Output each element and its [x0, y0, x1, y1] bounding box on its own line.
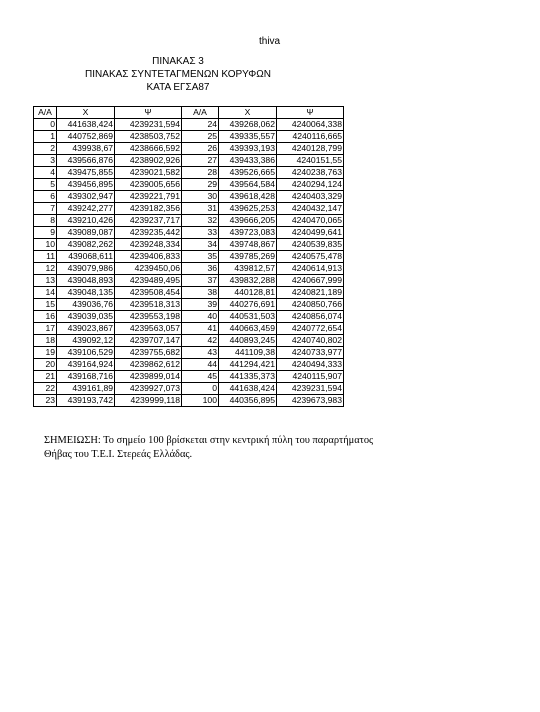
- cell-x-left: 439048,135: [57, 287, 115, 299]
- header-x-right: Χ: [219, 107, 277, 119]
- cell-y-right: 4240403,329: [277, 191, 344, 203]
- cell-aa-right: 100: [182, 395, 219, 407]
- cell-x-right: 439526,665: [219, 167, 277, 179]
- cell-aa-left: 3: [34, 155, 57, 167]
- table-row: [34, 251, 344, 263]
- cell-x-right: 439748,867: [219, 239, 277, 251]
- cell-x-right: 440356,895: [219, 395, 277, 407]
- coordinates-table: [33, 106, 344, 407]
- sheet-name: thiva: [259, 36, 281, 47]
- table-title: ΠΙΝΑΚΑΣ ΣΥΝΤΕΤΑΓΜΕΝΩΝ ΚΟΡΥΦΩΝ: [85, 69, 271, 80]
- cell-aa-right: 25: [182, 131, 219, 143]
- cell-aa-left: 15: [34, 299, 57, 311]
- table-row: [34, 227, 344, 239]
- cell-aa-right: 33: [182, 227, 219, 239]
- cell-y-left: 4239508,454: [115, 287, 182, 299]
- cell-aa-right: 31: [182, 203, 219, 215]
- header-y-right: Ψ: [277, 107, 344, 119]
- cell-aa-right: 42: [182, 335, 219, 347]
- table-row: [34, 167, 344, 179]
- cell-aa-right: 0: [182, 383, 219, 395]
- cell-x-left: 439089,087: [57, 227, 115, 239]
- cell-y-right: 4240499,641: [277, 227, 344, 239]
- cell-aa-left: 4: [34, 167, 57, 179]
- cell-y-right: 4240116,665: [277, 131, 344, 143]
- cell-x-right: 441335,373: [219, 371, 277, 383]
- cell-aa-left: 18: [34, 335, 57, 347]
- cell-y-left: 4239553,198: [115, 311, 182, 323]
- cell-y-right: 4240064,338: [277, 119, 344, 131]
- table-row: [34, 239, 344, 251]
- cell-aa-right: 44: [182, 359, 219, 371]
- cell-x-left: 439242,277: [57, 203, 115, 215]
- cell-y-left: 4239182,356: [115, 203, 182, 215]
- cell-y-left: 4239707,147: [115, 335, 182, 347]
- table-row: [34, 191, 344, 203]
- cell-aa-left: 23: [34, 395, 57, 407]
- cell-x-left: 439092,12: [57, 335, 115, 347]
- cell-x-left: 439161,89: [57, 383, 115, 395]
- cell-aa-right: 38: [182, 287, 219, 299]
- cell-x-right: 440893,245: [219, 335, 277, 347]
- table-number-title: ΠΙΝΑΚΑΣ 3: [152, 56, 204, 67]
- cell-aa-right: 27: [182, 155, 219, 167]
- cell-aa-right: 39: [182, 299, 219, 311]
- cell-x-right: 439812,57: [219, 263, 277, 275]
- cell-y-left: 4239021,582: [115, 167, 182, 179]
- cell-aa-right: 28: [182, 167, 219, 179]
- table-row: [34, 383, 344, 395]
- cell-y-left: 4239235,442: [115, 227, 182, 239]
- cell-y-left: 4238666,592: [115, 143, 182, 155]
- cell-aa-left: 12: [34, 263, 57, 275]
- cell-y-left: 4239999,118: [115, 395, 182, 407]
- cell-aa-right: 45: [182, 371, 219, 383]
- table-row: [34, 299, 344, 311]
- cell-y-right: 4240494,333: [277, 359, 344, 371]
- header-y-left: Ψ: [115, 107, 182, 119]
- cell-y-left: 4239005,656: [115, 179, 182, 191]
- table-row: [34, 311, 344, 323]
- cell-y-right: 4240740,802: [277, 335, 344, 347]
- cell-y-right: 4240539,835: [277, 239, 344, 251]
- table-row: [34, 215, 344, 227]
- cell-y-left: 4239406,833: [115, 251, 182, 263]
- cell-aa-right: 34: [182, 239, 219, 251]
- cell-y-left: 4239221,791: [115, 191, 182, 203]
- cell-aa-right: 26: [182, 143, 219, 155]
- cell-x-left: 441638,424: [57, 119, 115, 131]
- cell-aa-left: 11: [34, 251, 57, 263]
- cell-y-right: 4239231,594: [277, 383, 344, 395]
- header-aa-right: Α/Α: [182, 107, 219, 119]
- cell-aa-right: 29: [182, 179, 219, 191]
- cell-x-left: 439566,876: [57, 155, 115, 167]
- cell-aa-left: 0: [34, 119, 57, 131]
- cell-aa-right: 30: [182, 191, 219, 203]
- cell-x-left: 439106,529: [57, 347, 115, 359]
- table-row: [34, 275, 344, 287]
- cell-x-left: 439036,76: [57, 299, 115, 311]
- cell-aa-left: 8: [34, 215, 57, 227]
- cell-aa-right: 41: [182, 323, 219, 335]
- cell-y-left: 4239248,334: [115, 239, 182, 251]
- cell-y-right: 4240151,55: [277, 155, 344, 167]
- cell-x-right: 439832,288: [219, 275, 277, 287]
- cell-x-right: 440663,459: [219, 323, 277, 335]
- table-row: [34, 155, 344, 167]
- cell-y-left: 4239489,495: [115, 275, 182, 287]
- cell-aa-left: 2: [34, 143, 57, 155]
- cell-y-left: 4239862,612: [115, 359, 182, 371]
- cell-x-right: 439268,062: [219, 119, 277, 131]
- table-header-row: [34, 107, 344, 119]
- cell-x-right: 441109,38: [219, 347, 277, 359]
- table-row: [34, 119, 344, 131]
- table-row: [34, 263, 344, 275]
- cell-x-right: 439618,428: [219, 191, 277, 203]
- cell-x-right: 439335,557: [219, 131, 277, 143]
- cell-y-left: 4239237,717: [115, 215, 182, 227]
- cell-aa-right: 43: [182, 347, 219, 359]
- table-row: [34, 347, 344, 359]
- cell-x-left: 439938,67: [57, 143, 115, 155]
- table-subtitle: ΚΑΤΑ ΕΓΣΑ87: [146, 82, 210, 93]
- cell-y-right: 4240128,799: [277, 143, 344, 155]
- cell-aa-right: 36: [182, 263, 219, 275]
- cell-x-right: 440531,503: [219, 311, 277, 323]
- cell-x-left: 440752,869: [57, 131, 115, 143]
- cell-x-left: 439039,035: [57, 311, 115, 323]
- cell-x-right: 439723,083: [219, 227, 277, 239]
- table-row: [34, 179, 344, 191]
- header-x-left: Χ: [57, 107, 115, 119]
- cell-aa-right: 24: [182, 119, 219, 131]
- cell-aa-left: 1: [34, 131, 57, 143]
- cell-x-left: 439193,742: [57, 395, 115, 407]
- cell-aa-left: 16: [34, 311, 57, 323]
- cell-aa-right: 40: [182, 311, 219, 323]
- cell-x-left: 439168,716: [57, 371, 115, 383]
- table-row: [34, 371, 344, 383]
- cell-x-right: 440276,691: [219, 299, 277, 311]
- cell-x-right: 439785,269: [219, 251, 277, 263]
- cell-y-right: 4240667,999: [277, 275, 344, 287]
- cell-x-right: 439564,584: [219, 179, 277, 191]
- cell-y-right: 4240294,124: [277, 179, 344, 191]
- cell-y-left: 4239927,073: [115, 383, 182, 395]
- cell-x-right: 441638,424: [219, 383, 277, 395]
- cell-aa-left: 6: [34, 191, 57, 203]
- cell-aa-right: 35: [182, 251, 219, 263]
- header-aa-left: Α/Α: [34, 107, 57, 119]
- cell-y-right: 4240575,478: [277, 251, 344, 263]
- cell-y-left: 4239755,682: [115, 347, 182, 359]
- cell-y-right: 4240614,913: [277, 263, 344, 275]
- table-row: [34, 335, 344, 347]
- cell-y-right: 4240772,654: [277, 323, 344, 335]
- cell-aa-left: 13: [34, 275, 57, 287]
- cell-aa-left: 17: [34, 323, 57, 335]
- cell-y-left: 4239563,057: [115, 323, 182, 335]
- cell-y-right: 4240856,074: [277, 311, 344, 323]
- cell-x-left: 439023,867: [57, 323, 115, 335]
- cell-y-right: 4240733,977: [277, 347, 344, 359]
- cell-x-right: 439433,386: [219, 155, 277, 167]
- cell-aa-left: 9: [34, 227, 57, 239]
- table-row: [34, 323, 344, 335]
- table-row: [34, 203, 344, 215]
- cell-y-left: 4239899,014: [115, 371, 182, 383]
- cell-x-left: 439048,893: [57, 275, 115, 287]
- cell-y-right: 4240470,065: [277, 215, 344, 227]
- cell-y-right: 4239673,983: [277, 395, 344, 407]
- cell-aa-left: 10: [34, 239, 57, 251]
- cell-y-left: 4239450,06: [115, 263, 182, 275]
- cell-aa-left: 19: [34, 347, 57, 359]
- cell-y-left: 4238503,752: [115, 131, 182, 143]
- cell-x-left: 439475,855: [57, 167, 115, 179]
- cell-y-right: 4240821,189: [277, 287, 344, 299]
- cell-x-left: 439302,947: [57, 191, 115, 203]
- cell-y-right: 4240850,766: [277, 299, 344, 311]
- cell-x-left: 439210,426: [57, 215, 115, 227]
- table-body: [34, 119, 344, 407]
- table-row: [34, 131, 344, 143]
- cell-aa-right: 37: [182, 275, 219, 287]
- cell-x-left: 439456,895: [57, 179, 115, 191]
- cell-x-right: 439625,253: [219, 203, 277, 215]
- cell-y-left: 4239518,313: [115, 299, 182, 311]
- cell-x-right: 441294,421: [219, 359, 277, 371]
- table-row: [34, 287, 344, 299]
- cell-x-right: 440128,81: [219, 287, 277, 299]
- table-row: [34, 359, 344, 371]
- cell-x-left: 439164,924: [57, 359, 115, 371]
- cell-y-left: 4238902,926: [115, 155, 182, 167]
- cell-aa-right: 32: [182, 215, 219, 227]
- cell-x-left: 439068,611: [57, 251, 115, 263]
- cell-aa-left: 7: [34, 203, 57, 215]
- cell-aa-left: 22: [34, 383, 57, 395]
- table-row: [34, 395, 344, 407]
- cell-aa-left: 14: [34, 287, 57, 299]
- cell-y-right: 4240238,763: [277, 167, 344, 179]
- table-row: [34, 143, 344, 155]
- cell-x-right: 439666,205: [219, 215, 277, 227]
- cell-x-left: 439082,262: [57, 239, 115, 251]
- cell-aa-left: 21: [34, 371, 57, 383]
- cell-x-left: 439079,986: [57, 263, 115, 275]
- cell-y-right: 4240115,907: [277, 371, 344, 383]
- note-text: ΣΗΜΕΙΩΣΗ: Το σημείο 100 βρίσκεται στην κεντρική πύλη του παραρτήματος Θήβας του Τ.Ε.Ι. Στερεάς Ελλάδας.: [44, 435, 374, 460]
- cell-y-right: 4240432,147: [277, 203, 344, 215]
- cell-x-right: 439393,193: [219, 143, 277, 155]
- cell-aa-left: 5: [34, 179, 57, 191]
- cell-y-left: 4239231,594: [115, 119, 182, 131]
- cell-aa-left: 20: [34, 359, 57, 371]
